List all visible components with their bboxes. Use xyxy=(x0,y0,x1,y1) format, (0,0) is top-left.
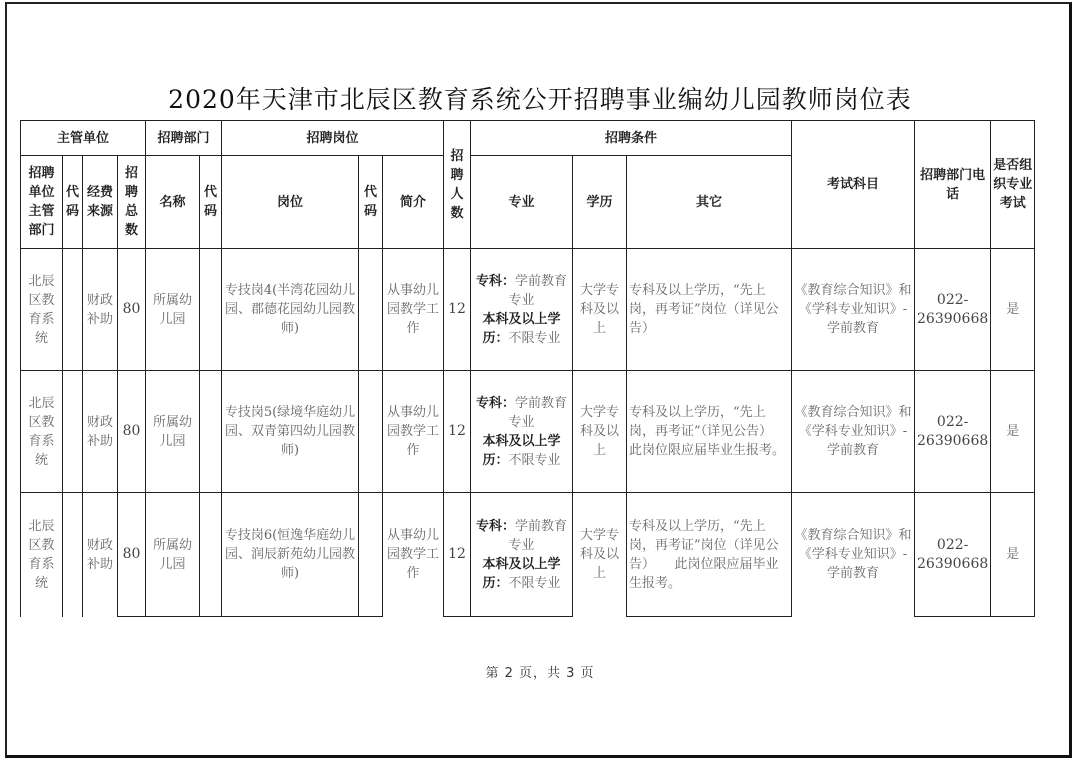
table-row xyxy=(21,493,1035,617)
header-other: 其它 xyxy=(627,156,792,249)
header-exam: 考试科目 xyxy=(792,121,915,249)
cell-count: 12 xyxy=(444,249,471,371)
cell-post: 专技岗5(绿境华庭幼儿园、双青第四幼儿园教师) xyxy=(222,371,359,493)
page-number: 第 2 页，共 3 页 xyxy=(485,666,595,681)
header-funding: 经费来源 xyxy=(83,156,118,249)
cell-intro: 从事幼儿园教学工作 xyxy=(383,493,444,617)
header-dept-name: 名称 xyxy=(146,156,200,249)
cell-phone: 022-26390668 xyxy=(915,249,991,371)
document-title: 2020年天津市北辰区教育系统公开招聘事业编幼儿园教师岗位表 xyxy=(168,85,912,114)
header-education: 学历 xyxy=(573,156,627,249)
header-post: 岗位 xyxy=(222,156,359,249)
cell-total: 80 xyxy=(118,249,146,371)
table-row xyxy=(21,371,1035,493)
positions-table xyxy=(20,120,1035,617)
cell-unit: 北辰区教育系统 xyxy=(21,371,63,493)
major-text-diploma: 学前教育专业 xyxy=(508,518,568,553)
cell-major xyxy=(471,249,573,371)
group-header-row xyxy=(21,121,1035,156)
cell-post-code xyxy=(359,249,383,371)
cell-dept-code xyxy=(200,371,222,493)
header-total: 招聘总数 xyxy=(118,156,146,249)
table-row xyxy=(21,249,1035,371)
cell-unit: 北辰区教育系统 xyxy=(21,493,63,617)
cell-count: 12 xyxy=(444,493,471,617)
cell-professional-exam: 是 xyxy=(991,249,1035,371)
cell-dept-code xyxy=(200,249,222,371)
header-position: 招聘岗位 xyxy=(222,121,444,156)
major-text-diploma: 学前教育专业 xyxy=(508,395,568,430)
cell-post-code xyxy=(359,493,383,617)
cell-education: 大学专科及以上 xyxy=(573,249,627,371)
major-text-bachelor: 不限专业 xyxy=(508,452,561,468)
cell-intro: 从事幼儿园教学工作 xyxy=(383,249,444,371)
header-intro: 简介 xyxy=(383,156,444,249)
cell-phone: 022-26390668 xyxy=(915,371,991,493)
cell-dept-name: 所属幼儿园 xyxy=(146,371,200,493)
header-count: 招聘人数 xyxy=(444,121,471,249)
cell-post: 专技岗6(恒逸华庭幼儿园、润辰新苑幼儿园教师) xyxy=(222,493,359,617)
cell-other: 专科及以上学历，“先上岗，再考证”（详见公告） 此岗位限应届毕业生报考。 xyxy=(627,371,792,493)
cell-count: 12 xyxy=(444,371,471,493)
cell-post: 专技岗4(半湾花园幼儿园、郡德花园幼儿园教师) xyxy=(222,249,359,371)
major-text-bachelor: 不限专业 xyxy=(508,575,561,591)
header-phone: 招聘部门电话 xyxy=(915,121,991,249)
header-professional-exam: 是否组织专业考试 xyxy=(991,121,1035,249)
header-department: 招聘部门 xyxy=(146,121,222,156)
major-label-bachelor: 本科及以上学历： xyxy=(482,556,561,591)
cell-education: 大学专科及以上 xyxy=(573,371,627,493)
major-text-diploma: 学前教育专业 xyxy=(508,273,568,308)
cell-funding: 财政补助 xyxy=(83,493,118,617)
cell-unit: 北辰区教育系统 xyxy=(21,249,63,371)
cell-other: 专科及以上学历，“先上岗，再考证”岗位（详见公告） 此岗位限应届毕业生报考。 xyxy=(627,493,792,617)
major-label-bachelor: 本科及以上学历： xyxy=(482,433,561,468)
major-label-bachelor: 本科及以上学历： xyxy=(482,311,561,346)
header-unit-code: 代码 xyxy=(63,156,83,249)
major-text-bachelor: 不限专业 xyxy=(508,330,561,346)
cell-education: 大学专科及以上 xyxy=(573,493,627,617)
cell-unit-code xyxy=(63,371,83,493)
cell-exam: 《教育综合知识》和《学科专业知识》-学前教育 xyxy=(792,371,915,493)
cell-total: 80 xyxy=(118,493,146,617)
cell-total: 80 xyxy=(118,371,146,493)
cell-post-code xyxy=(359,371,383,493)
major-label-diploma: 专科： xyxy=(475,395,515,411)
cell-major xyxy=(471,371,573,493)
cell-funding: 财政补助 xyxy=(83,371,118,493)
cell-professional-exam: 是 xyxy=(991,371,1035,493)
cell-dept-code xyxy=(200,493,222,617)
cell-professional-exam: 是 xyxy=(991,493,1035,617)
cell-intro: 从事幼儿园教学工作 xyxy=(383,371,444,493)
cell-phone: 022-26390668 xyxy=(915,493,991,617)
header-conditions: 招聘条件 xyxy=(471,121,792,156)
cell-exam: 《教育综合知识》和《学科专业知识》-学前教育 xyxy=(792,493,915,617)
major-label-diploma: 专科： xyxy=(475,518,515,534)
header-unit: 招聘单位主管部门 xyxy=(21,156,63,249)
cell-exam: 《教育综合知识》和《学科专业知识》-学前教育 xyxy=(792,249,915,371)
cell-funding: 财政补助 xyxy=(83,249,118,371)
cell-other: 专科及以上学历，“先上岗，再考证”岗位（详见公告） xyxy=(627,249,792,371)
cell-unit-code xyxy=(63,493,83,617)
major-label-diploma: 专科： xyxy=(475,273,515,289)
header-dept-code: 代码 xyxy=(200,156,222,249)
cell-major xyxy=(471,493,573,617)
cell-dept-name: 所属幼儿园 xyxy=(146,249,200,371)
header-supervisor: 主管单位 xyxy=(21,121,146,156)
header-major: 专业 xyxy=(471,156,573,249)
cell-unit-code xyxy=(63,249,83,371)
header-post-code: 代码 xyxy=(359,156,383,249)
cell-dept-name: 所属幼儿园 xyxy=(146,493,200,617)
